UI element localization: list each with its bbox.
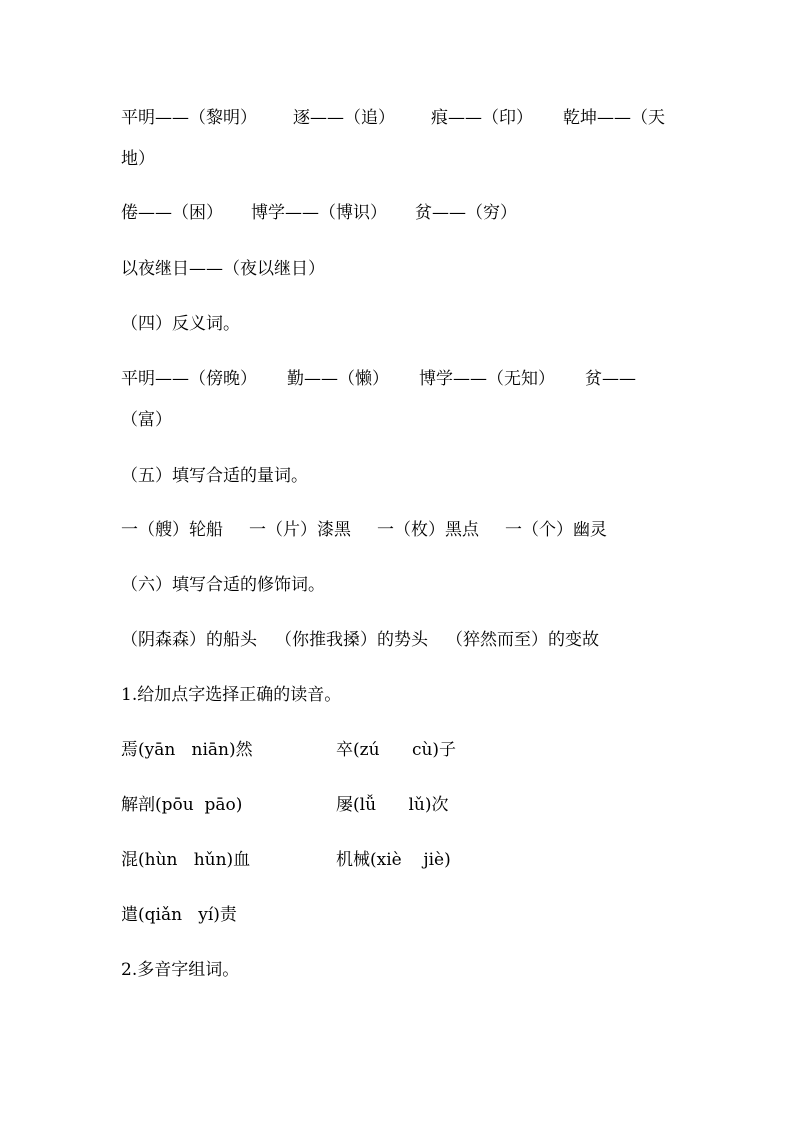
synonym-item: 贫——（穷）	[415, 203, 517, 223]
antonym-item: 勤——（懒）	[287, 369, 389, 389]
synonym-line-2	[121, 203, 517, 223]
antonym-item: 平明——（傍晚）	[121, 369, 257, 389]
pronunciation-item: 焉(yān niān)然	[121, 740, 253, 760]
synonym-item: 乾坤——（天	[563, 108, 665, 128]
antonym-line-1	[121, 369, 636, 389]
measure-word-item: 一（枚）黑点	[377, 520, 479, 540]
modifier-item: （阴森森）的船头	[121, 630, 257, 650]
synonym-item: 痕——（印）	[431, 108, 533, 128]
polyphone-heading: 2.多音字组词。	[121, 960, 240, 980]
synonym-item: 博学——（博识）	[251, 203, 387, 223]
pronunciation-item: 解剖(pōu pāo)	[121, 795, 243, 815]
measure-word-item: 一（个）幽灵	[505, 520, 607, 540]
pronunciation-item: 机械(xiè jiè)	[336, 850, 451, 870]
synonym-item: 平明——（黎明）	[121, 108, 257, 128]
pronunciation-row	[121, 905, 741, 925]
modifier-item: （你推我搡）的势头	[275, 630, 428, 650]
modifiers-heading: （六）填写合适的修饰词。	[121, 575, 325, 595]
pronunciation-row	[121, 740, 741, 760]
pronunciation-item: 屡(lǚ lǔ)次	[336, 795, 449, 815]
antonym-item: 贫——	[585, 369, 636, 389]
synonym-item: 倦——（困）	[121, 203, 223, 223]
modifier-item: （猝然而至）的变故	[446, 630, 599, 650]
pronunciation-item: 卒(zú cù)子	[336, 740, 457, 760]
pronunciation-item: 混(hùn hǔn)血	[121, 850, 251, 870]
measure-word-item: 一（艘）轮船	[121, 520, 223, 540]
pronunciation-item: 遣(qiǎn yí)责	[121, 905, 237, 925]
synonym-line-1	[121, 108, 665, 128]
pronunciation-heading: 1.给加点字选择正确的读音。	[121, 685, 342, 705]
antonym-line-1-wrap: （富）	[121, 410, 172, 430]
modifiers-line	[121, 630, 599, 650]
synonym-line-1-wrap: 地）	[121, 149, 155, 169]
antonyms-heading: （四）反义词。	[121, 314, 240, 334]
measure-words-line	[121, 520, 607, 540]
synonym-item: 逐——（追）	[293, 108, 395, 128]
measure-word-item: 一（片）漆黑	[249, 520, 351, 540]
pronunciation-row	[121, 795, 741, 815]
synonym-line-3: 以夜继日——（夜以继日）	[121, 259, 325, 279]
antonym-item: 博学——（无知）	[419, 369, 555, 389]
pronunciation-row	[121, 850, 741, 870]
measure-words-heading: （五）填写合适的量词。	[121, 466, 308, 486]
